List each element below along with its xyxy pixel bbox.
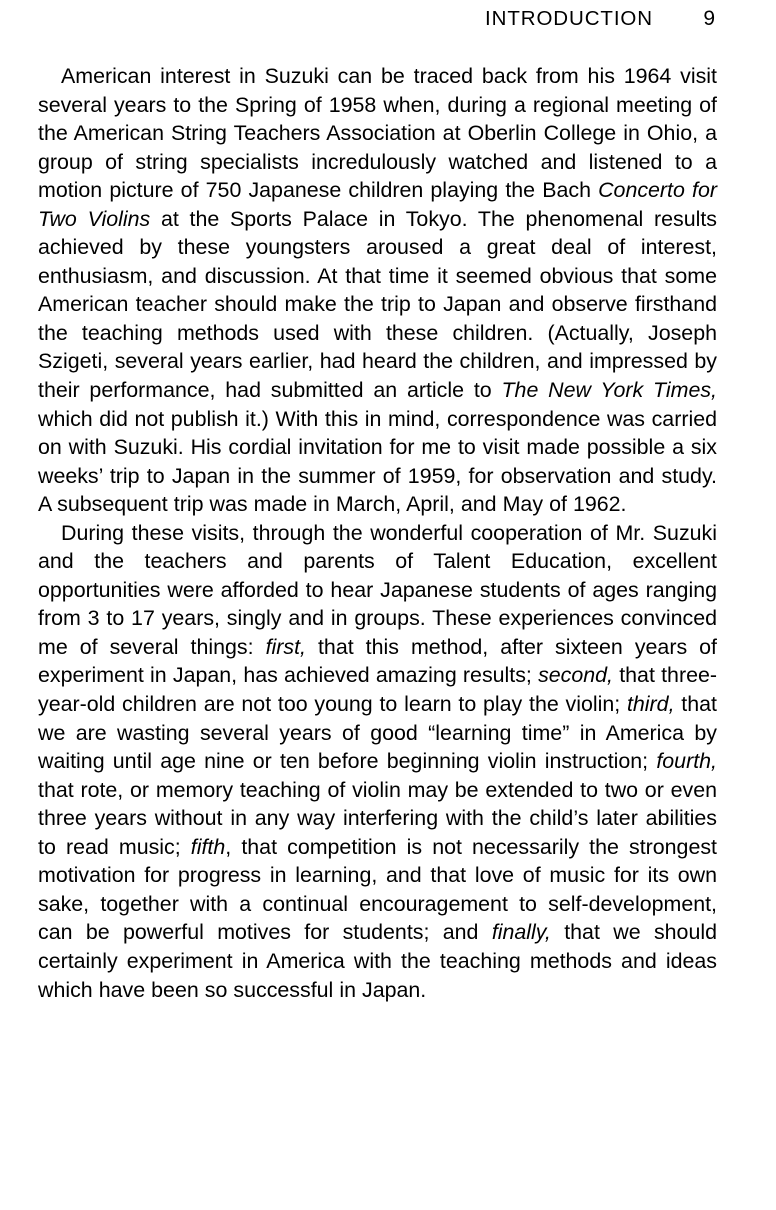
paragraph-1: American interest in Suzuki can be traced back from his 1964 visit several years to the Spring of 1958 when, during a regional meeting of the American String Teachers Association at Oberlin College in Ohio, a group of string specialists incredulously watched and listened to a motion picture of 750 Japanese children playing the Bach Concerto for Two Violins at the Sports Palace in Tokyo. The phenomenal results achieved by these youngsters aroused a great deal of interest, enthusiasm, and discussion. At that time it seemed obvious that some American teacher should make the trip to Japan and observe firsthand the teaching methods used with these children. (Actually, Joseph Szigeti, several years earlier, had heard the children, and impressed by their performance, had submitted an article to The New York Times, which did not publish it.) With this in mind, correspondence was carried on with Suzuki. His cordial invitation for me to visit made possible a six weeks’ trip to Japan in the summer of 1959, for observation and study. A subsequent trip was made in March, April, and May of 1962. (38, 64, 717, 517)
italic-run: first, (265, 634, 306, 659)
page-number: 9 (703, 7, 715, 30)
italic-run: finally, (491, 920, 551, 945)
paragraph-2: During these visits, through the wonderful cooperation of Mr. Suzuki and the teachers and parents of Talent Education, excellent opportunities were afforded to hear Japanese students of ages ranging from 3 to 17 years, singly and in groups. These experiences convinced me of several things: first, that this method, after sixteen years of experiment in Japan, has achieved amazing results; second, that three-year-old children are not too young to learn to play the violin; third, that we are wasting several years of good “learning time” in America by waiting until age nine or ten before beginning violin instruction; fourth, that rote, or memory teaching of violin may be extended to two or even three years without in any way interfering with the child’s later abilities to read music; fifth, that competition is not necessarily the strongest motivation for progress in learning, and that love of music for its own sake, together with a continual encouragement to self-development, can be powerful motives for students; and finally, that we should certainly experiment in America with the teaching methods and ideas which have been so successful in Japan. (38, 520, 717, 1002)
italic-run: third, (626, 692, 675, 717)
italic-run: The New York Times, (501, 378, 717, 403)
italic-run: second, (538, 663, 613, 688)
body-text-block (38, 62, 717, 1004)
italic-run: Concerto for Two Violins (38, 178, 717, 231)
italic-run: fourth, (656, 749, 717, 774)
italic-run: fifth (190, 834, 226, 859)
running-head (38, 6, 715, 32)
running-head-title: INTRODUCTION (485, 7, 653, 30)
